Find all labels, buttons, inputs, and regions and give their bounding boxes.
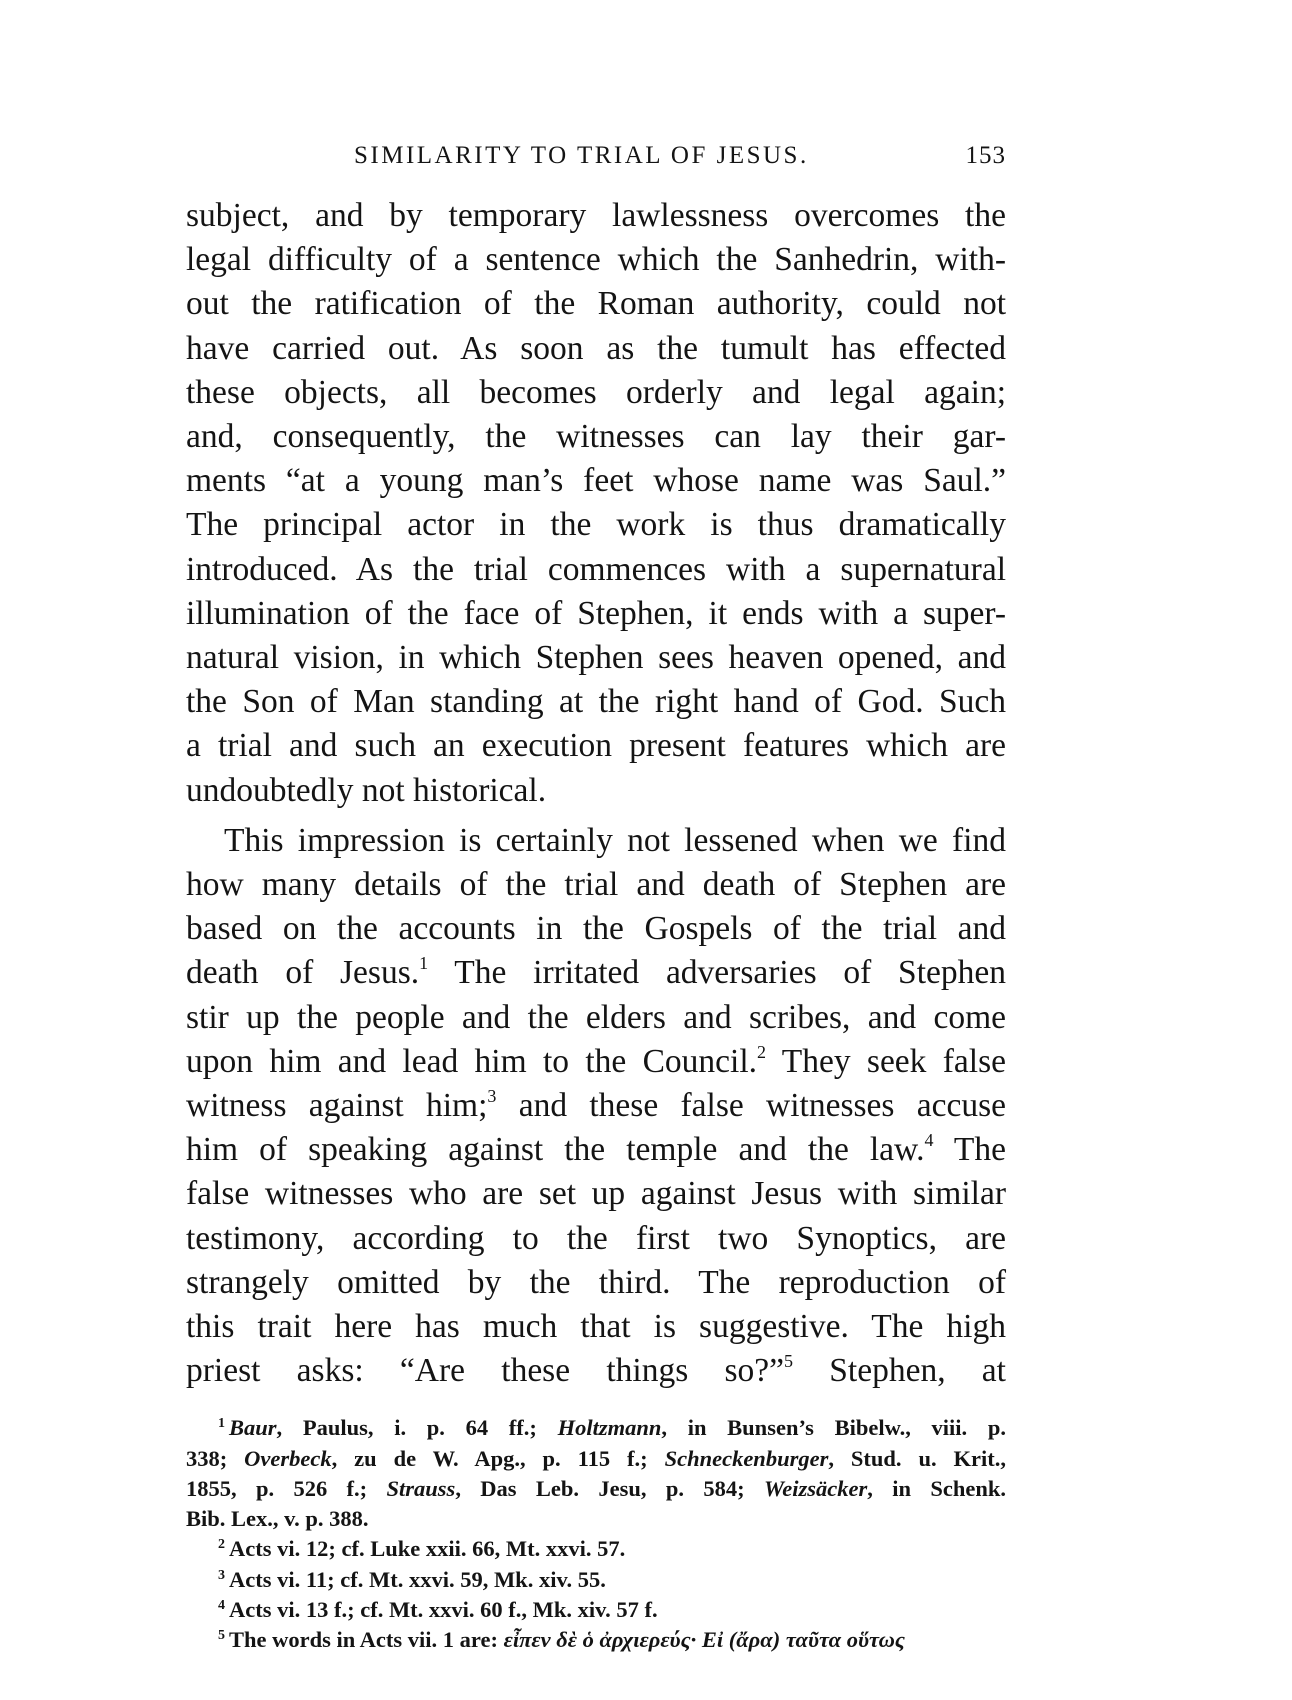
text-segment: death of Jesus. — [186, 954, 420, 992]
text-line: strangely omitted by the third. The reproduction of — [186, 1263, 1006, 1301]
paragraph-2 — [186, 819, 1006, 1394]
text-segment: him of speaking against the temple and the law. — [186, 1131, 925, 1169]
author-name: Baur — [229, 1415, 277, 1441]
footnote-ref-3[interactable]: 3 — [487, 1086, 497, 1107]
text-line: stir up the people and the elders and scribes, and come — [186, 998, 1006, 1036]
text-line — [186, 1084, 1006, 1128]
footnote-text: Bib. Lex., v. p. 388. — [186, 1506, 369, 1532]
text-line: have carried out. As soon as the tumult has effected — [186, 329, 1006, 367]
body-text — [186, 194, 1006, 1393]
page-number: 153 — [965, 142, 1006, 169]
footnote-text: , zu de W. Apg., p. 115 f.; — [331, 1445, 665, 1471]
author-name: Weizsäcker — [763, 1475, 868, 1501]
text-segment: witness against him; — [186, 1087, 488, 1125]
text-line: the Son of Man standing at the right hand of God. Such — [186, 683, 1006, 721]
text-segment: upon him and lead him to the Council. — [186, 1042, 758, 1080]
text-line — [186, 1349, 1006, 1393]
paragraph-1 — [186, 194, 1006, 813]
text-segment: and these false witnesses accuse — [496, 1087, 1006, 1125]
text-segment: They seek false — [766, 1042, 1006, 1080]
footnote-text: , in Schenk. — [867, 1475, 1007, 1501]
footnote-text: , in Bunsen’s Bibelw., viii. p. — [661, 1415, 1006, 1441]
footnote-text: Acts vi. 11; cf. Mt. xxvi. 59, Mk. xiv. 55. — [229, 1566, 606, 1592]
text-line: The principal actor in the work is thus dramatically — [186, 506, 1006, 544]
footnote-text: , Das Leb. Jesu, p. 584; — [455, 1475, 764, 1501]
text-line: testimony, according to the first two Synoptics, are — [186, 1219, 1006, 1257]
text-line: false witnesses who are set up against Jesus with similar — [186, 1175, 1006, 1213]
footnote-ref-4[interactable]: 4 — [924, 1130, 934, 1151]
author-name: Holtzmann — [557, 1415, 662, 1441]
greek-quote: εἶπεν δὲ ὁ ἀρχιερεύς· Εἰ (ἄρα) ταῦτα οὕτως — [503, 1626, 905, 1652]
footnote-1-line — [186, 1444, 1006, 1474]
text-line — [186, 951, 1006, 995]
footnote-5 — [186, 1625, 1006, 1655]
text-line: out the ratification of the Roman authority, could not — [186, 285, 1006, 323]
text-line: undoubtedly not historical. — [186, 771, 547, 809]
footnote-mark: 2 — [218, 1537, 225, 1553]
footnotes — [186, 1413, 1006, 1655]
footnote-ref-2[interactable]: 2 — [757, 1041, 767, 1062]
footnote-mark: 3 — [218, 1567, 225, 1583]
text-line: a trial and such an execution present features which are — [186, 727, 1006, 765]
text-line: this trait here has much that is suggestive. The high — [186, 1308, 1006, 1346]
running-head — [186, 138, 1006, 178]
text-line: and, consequently, the witnesses can lay their gar- — [186, 418, 1006, 456]
author-name: Overbeck — [244, 1445, 332, 1471]
footnote-mark: 4 — [218, 1597, 225, 1613]
footnote-text: 1855, p. 526 f.; — [186, 1475, 387, 1501]
footnote-text: The words in Acts vii. 1 are: — [229, 1626, 504, 1652]
text-line: ments “at a young man’s feet whose name was Saul.” — [186, 462, 1006, 500]
text-line: legal difficulty of a sentence which the Sanhedrin, with- — [186, 241, 1006, 279]
footnote-4 — [186, 1595, 1006, 1625]
footnote-ref-5[interactable]: 5 — [784, 1351, 794, 1372]
text-segment: priest asks: “Are these things so?” — [186, 1352, 785, 1390]
running-title: SIMILARITY TO TRIAL OF JESUS. — [354, 142, 809, 169]
footnote-2 — [186, 1534, 1006, 1564]
footnote-text: Acts vi. 12; cf. Luke xxii. 66, Mt. xxvi. 57. — [229, 1536, 626, 1562]
footnote-1 — [186, 1413, 1006, 1443]
footnote-text: , Paulus, i. p. 64 ff.; — [276, 1415, 558, 1441]
footnote-1-line — [186, 1504, 1006, 1534]
footnote-1-line — [186, 1474, 1006, 1504]
text-segment: The — [933, 1131, 1006, 1169]
text-line: This impression is certainly not lessened when we find — [224, 821, 1006, 859]
book-page — [186, 138, 1006, 1655]
footnote-text: Acts vi. 13 f.; cf. Mt. xxvi. 60 f., Mk. xiv. 57 f. — [229, 1596, 658, 1622]
author-name: Schneckenburger — [664, 1445, 829, 1471]
text-line: these objects, all becomes orderly and legal again; — [186, 373, 1006, 411]
footnote-mark: 5 — [218, 1627, 225, 1643]
footnote-3 — [186, 1565, 1006, 1595]
footnote-ref-1[interactable]: 1 — [419, 953, 429, 974]
text-line: subject, and by temporary lawlessness overcomes the — [186, 197, 1006, 234]
text-line: natural vision, in which Stephen sees heaven opened, and — [186, 639, 1006, 677]
text-line — [186, 1128, 1006, 1172]
text-line — [186, 1040, 1006, 1084]
footnote-mark: 1 — [218, 1416, 225, 1432]
text-line: introduced. As the trial commences with a supernatural — [186, 550, 1006, 588]
text-segment: The irritated adversaries of Stephen — [428, 954, 1006, 992]
text-line: based on the accounts in the Gospels of the trial and — [186, 910, 1006, 948]
text-line: how many details of the trial and death of Stephen are — [186, 866, 1006, 904]
text-line: illumination of the face of Stephen, it ends with a super- — [186, 594, 1006, 632]
text-segment: Stephen, at — [793, 1352, 1006, 1390]
author-name: Strauss — [386, 1475, 456, 1501]
footnote-text: , Stud. u. Krit., — [828, 1445, 1006, 1471]
footnote-text: 338; — [186, 1445, 245, 1471]
